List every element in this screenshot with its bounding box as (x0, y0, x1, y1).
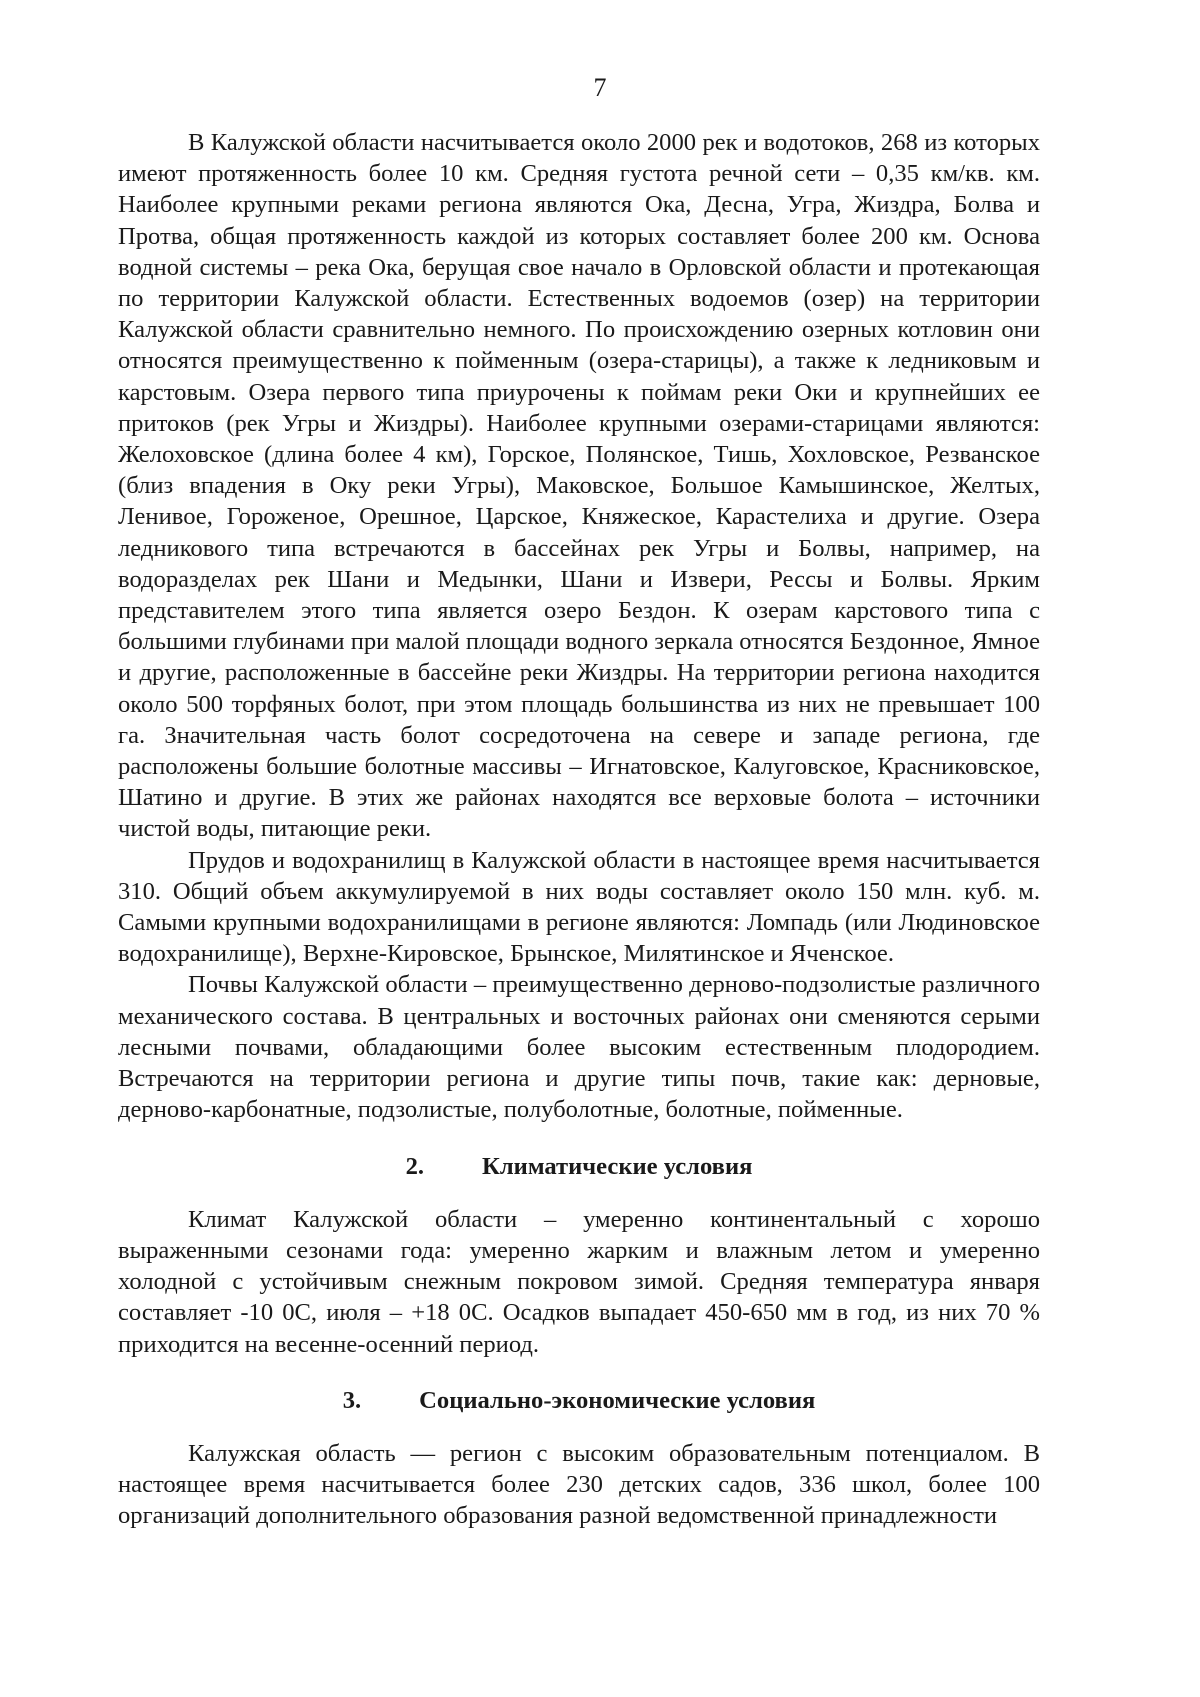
section-number: 3. (342, 1386, 362, 1414)
section-number: 2. (405, 1152, 425, 1180)
section-heading-socio-economic (118, 1385, 1040, 1416)
section-title: Социально-экономические условия (419, 1386, 816, 1414)
paragraph-socio-economic: Калужская область — регион с высоким образовательным потенциалом. В настоящее время насчитывается более 230 детских садов, 336 школ, более 100 организаций дополнительного образования разной ведомственной принадлежности (118, 1439, 1040, 1530)
section-title: Климатические условия (482, 1152, 753, 1180)
paragraph-rivers-lakes: В Калужской области насчитывается около 2000 рек и водотоков, 268 из которых имеют протяженность более 10 км. Средняя густота речной сети – 0,35 км/кв. км. Наиболее крупными реками региона являются Ока, Десна, Угра, Жиздра, Болва и Протва, общая протяженность каждой из которых составляет более 200 км. Основа водной системы – река Ока, берущая свое начало в Орловской области и протекающая по территории Калужской области. Естественных водоемов (озер) на территории Калужской области сравнительно немного. По происхождению озерных котловин они относятся преимущественно к пойменным (озера-старицы), а также к ледниковым и карстовым. Озера первого типа приурочены к поймам реки Оки и крупнейших ее притоков (рек Угры и Жиздры). Наиболее крупными озерами-старицами являются: Желоховское (длина более 4 км), Горское, Полянское, Тишь, Хохловское, Резванское (близ впадения в Оку реки Угры), Маковское, Большое Камышинское, Желтых, Ленивое, Гороженое, Орешное, Царское, Княжеское, Карастелиха и другие. Озера ледникового типа встречаются в бассейнах рек Угры и Болвы, например, на водоразделах рек Шани и Медынки, Шани и Извери, Рессы и Болвы. Ярким представителем этого типа является озеро Бездон. К озерам карстового типа с большими глубинами при малой площади водного зеркала относятся Бездонное, Ямное и другие, расположенные в бассейне реки Жиздры. На территории региона находится около 500 торфяных болот, при этом площадь большинства из них не превышает 100 га. Значительная часть болот сосредоточена на севере и западе региона, где расположены большие болотные массивы – Игнатовское, Калуговское, Красниковское, Шатино и другие. В этих же районах находятся все верховые болота – источники чистой воды, питающие реки. (118, 129, 1040, 843)
document-body (118, 127, 1040, 1532)
paragraph-soils: Почвы Калужской области – преимущественно дерново-подзолистые различного механического состава. В центральных и восточных районах они сменяются серыми лесными почвами, обладающими более высоким естественным плодородием. Встречаются на территории региона и другие типы почв, такие как: дерновые, дерново-карбонатные, подзолистые, полуболотные, болотные, пойменные. (118, 971, 1040, 1124)
paragraph-ponds-reservoirs: Прудов и водохранилищ в Калужской области в настоящее время насчитывается 310. Общий объем аккумулируемой в них воды составляет около 150 млн. куб. м. Самыми крупными водохранилищами в регионе являются: Ломпадь (или Людиновское водохранилище), Верхне-Кировское, Брынское, Милятинское и Ячeнское. (118, 846, 1040, 968)
section-heading-climate (118, 1151, 1040, 1182)
page-number: 7 (593, 73, 607, 102)
paragraph-climate: Климат Калужской области – умеренно континентальный с хорошо выраженными сезонами года: умеренно жарким и влажным летом и умеренно холодной с устойчивым снежным покровом зимой. Средняя температура января составляет -10 0С, июля – +18 0С. Осадков выпадает 450-650 мм в год, из них 70 % приходится на весенне-осенний период. (118, 1205, 1040, 1358)
